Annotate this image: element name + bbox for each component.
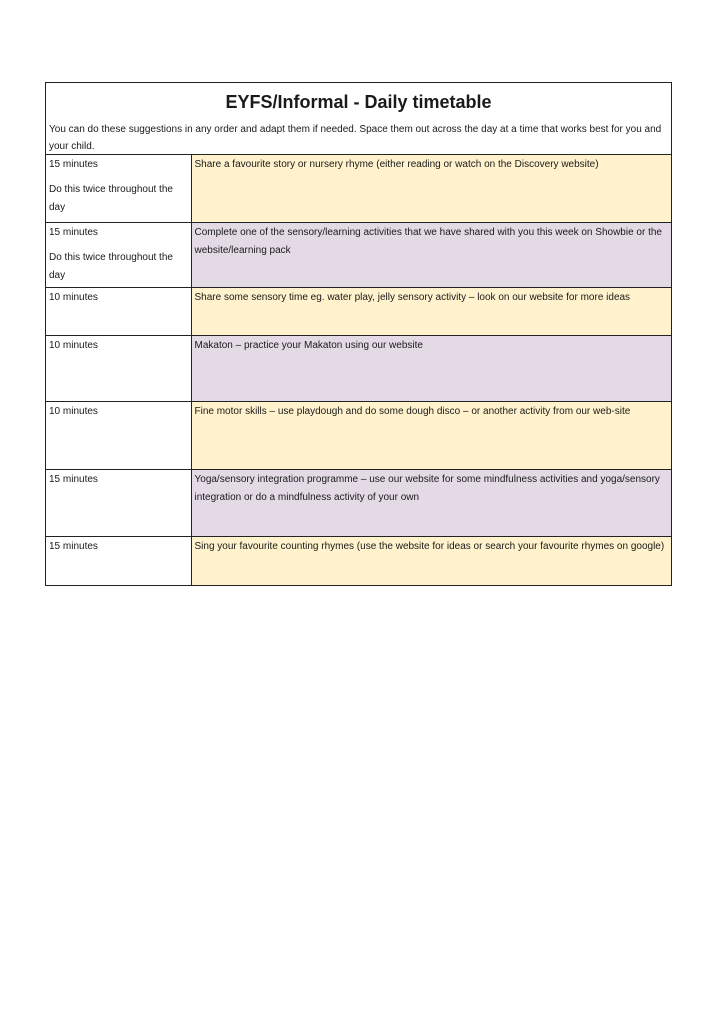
duration-label: 10 minutes	[49, 405, 98, 417]
time-cell	[46, 536, 191, 585]
table-row	[46, 401, 671, 469]
activity-cell: Complete one of the sensory/learning activities that we have shared with you this week on Showbie or the website/learning pack	[191, 222, 671, 287]
table-row	[46, 222, 671, 287]
activity-cell: Share a favourite story or nursery rhyme (either reading or watch on the Discovery website)	[191, 155, 671, 222]
duration-label: 15 minutes	[49, 473, 98, 485]
activity-cell: Yoga/sensory integration programme – use our website for some mindfulness activities and yoga/sensory integration or do a mindfulness activity of your own	[191, 469, 671, 536]
time-cell	[46, 222, 191, 287]
activity-cell: Sing your favourite counting rhymes (use the website for ideas or search your favourite rhymes on google)	[191, 536, 671, 585]
time-cell	[46, 287, 191, 335]
duration-label: 10 minutes	[49, 339, 98, 351]
duration-label: 10 minutes	[49, 291, 98, 303]
timetable-rows	[46, 155, 671, 585]
table-row	[46, 335, 671, 401]
page-title: EYFS/Informal - Daily timetable	[225, 92, 492, 112]
duration-label: 15 minutes	[49, 540, 98, 552]
table-row	[46, 536, 671, 585]
duration-label: 15 minutes	[49, 226, 98, 238]
table-row	[46, 469, 671, 536]
table-row	[46, 287, 671, 335]
time-cell	[46, 335, 191, 401]
activity-cell: Share some sensory time eg. water play, jelly sensory activity – look on our website for more ideas	[191, 287, 671, 335]
timetable-document	[45, 82, 672, 586]
activity-cell: Fine motor skills – use playdough and do some dough disco – or another activity from our web-site	[191, 401, 671, 469]
time-cell	[46, 401, 191, 469]
frequency-note: Do this twice throughout the day	[49, 184, 173, 213]
timetable-table	[46, 155, 671, 585]
frequency-note: Do this twice throughout the day	[49, 251, 173, 281]
table-row	[46, 155, 671, 222]
duration-label: 15 minutes	[49, 159, 98, 170]
intro-text: You can do these suggestions in any order and adapt them if needed. Space them out across the day at a time that works best for you and your child.	[46, 118, 671, 155]
activity-cell: Makaton – practice your Makaton using our website	[191, 335, 671, 401]
time-cell	[46, 469, 191, 536]
time-cell	[46, 155, 191, 222]
